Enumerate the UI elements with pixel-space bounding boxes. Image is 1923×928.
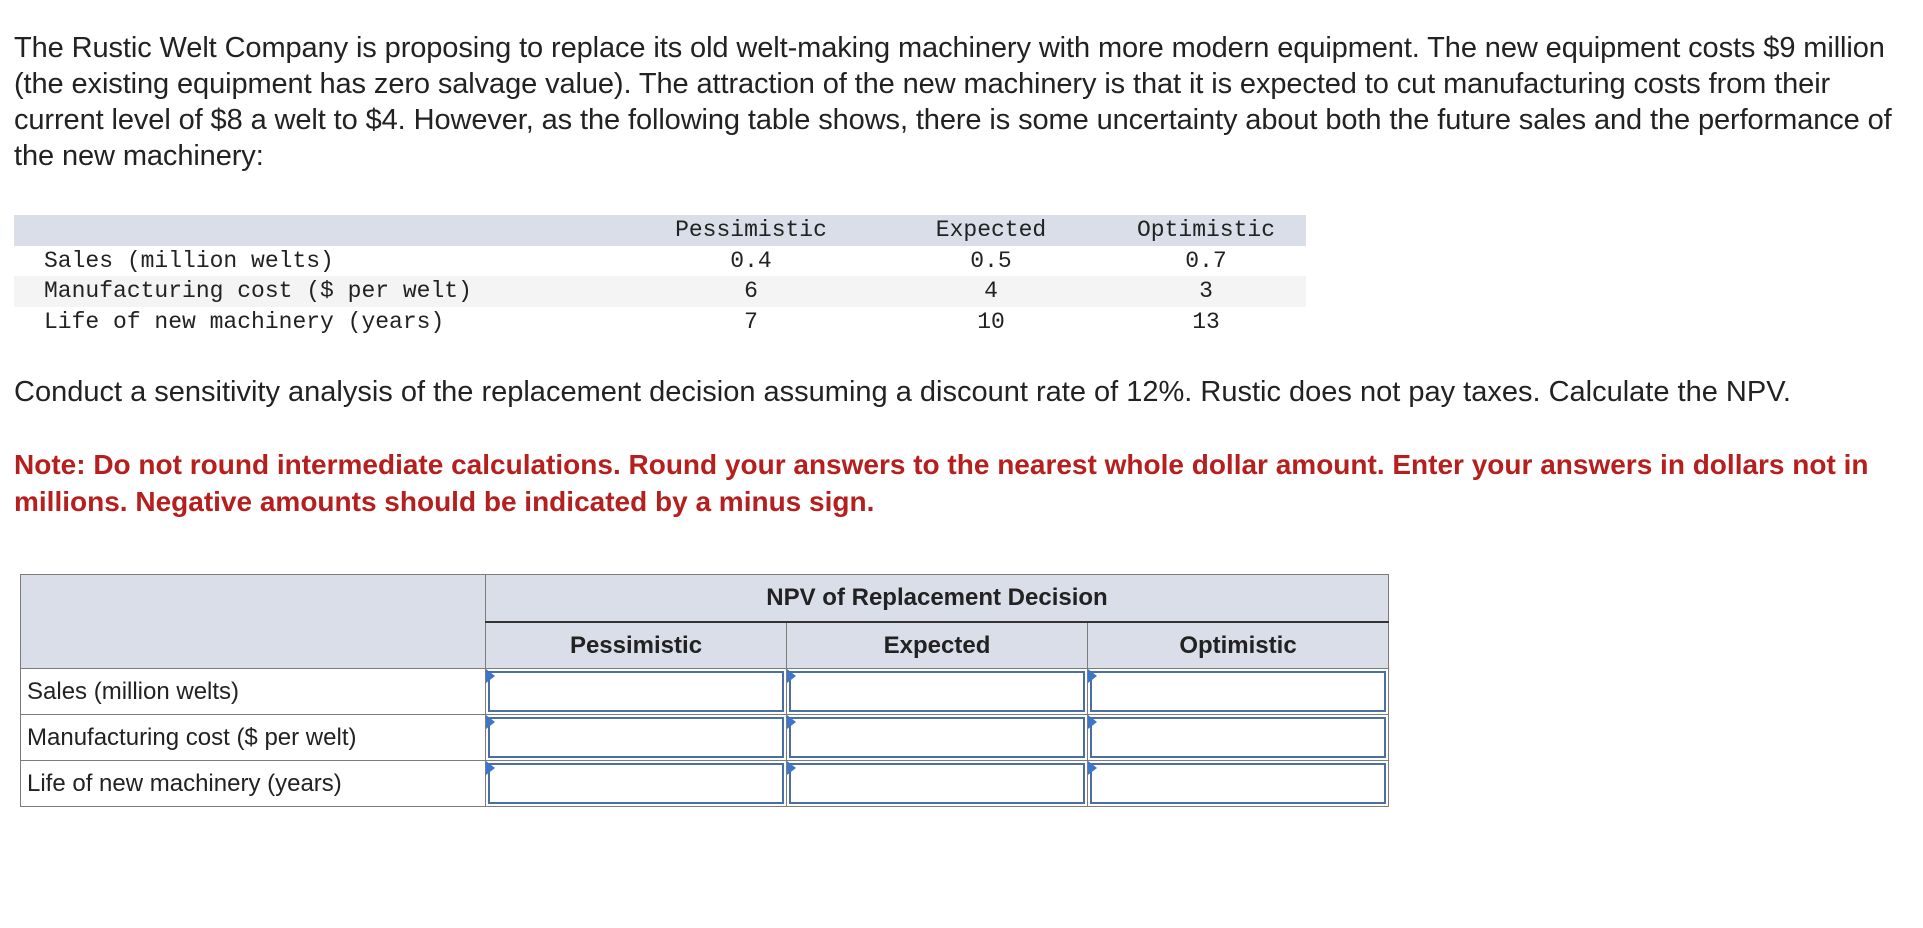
input-frame	[488, 717, 784, 758]
given-header-expected: Expected	[876, 215, 1106, 246]
given-header-optimistic: Optimistic	[1106, 215, 1306, 246]
given-row-manufacturing-cost	[14, 276, 1306, 307]
answer-cell	[787, 761, 1088, 807]
given-cell: 7	[744, 308, 758, 335]
npv-group-header: NPV of Replacement Decision	[486, 575, 1389, 623]
instruction-note: Note: Do not round intermediate calculations. Round your answers to the nearest whole dollar amount. Enter your answers in dollars not in millions. Negative amounts should be indicated by a minus sign.	[14, 449, 1869, 517]
answer-cell	[1088, 669, 1389, 715]
answer-header-optimistic: Optimistic	[1088, 622, 1389, 669]
input-frame	[789, 763, 1085, 804]
given-cell: 3	[1106, 276, 1306, 307]
npv-sales-pessimistic-input[interactable]	[490, 673, 782, 710]
answer-row-machinery-life	[21, 761, 1389, 807]
answer-row-label: Manufacturing cost ($ per welt)	[21, 715, 486, 761]
answer-cell	[1088, 761, 1389, 807]
input-flag-icon	[486, 715, 495, 729]
input-flag-icon	[787, 715, 796, 729]
answer-row-label: Life of new machinery (years)	[21, 761, 486, 807]
input-frame	[1090, 717, 1386, 758]
input-frame	[488, 763, 784, 804]
input-frame	[789, 717, 1085, 758]
answer-cell	[486, 669, 787, 715]
input-frame	[1090, 671, 1386, 712]
answer-cell	[1088, 715, 1389, 761]
npv-sales-optimistic-input[interactable]	[1092, 673, 1384, 710]
problem-intro: The Rustic Welt Company is proposing to replace its old welt-making machinery with more modern equipment. The new equipment costs $9 million (the existing equipment has zero salvage value). The attraction of the new machinery is that it is expected to cut manufacturing costs from their current level of $8 a welt to $4. However, as the following table shows, there is some uncertainty about both the future sales and the performance of the new machinery:	[14, 32, 1892, 172]
input-flag-icon	[486, 669, 495, 683]
given-cell: 0.4	[730, 247, 772, 274]
input-frame	[1090, 763, 1386, 804]
answer-row-sales	[21, 669, 1389, 715]
given-cell: 4	[876, 276, 1106, 307]
input-frame	[789, 671, 1085, 712]
given-row-machinery-life	[14, 307, 1306, 338]
answer-cell	[787, 669, 1088, 715]
answer-corner-blank	[21, 575, 486, 669]
input-flag-icon	[1088, 761, 1097, 775]
given-cell: 13	[1192, 308, 1220, 335]
input-flag-icon	[787, 669, 796, 683]
answer-header-pessimistic: Pessimistic	[486, 622, 787, 669]
given-header-pessimistic: Pessimistic	[626, 215, 876, 246]
npv-life-expected-input[interactable]	[791, 765, 1083, 802]
answer-header-expected: Expected	[787, 622, 1088, 669]
answer-cell	[486, 715, 787, 761]
given-data-table	[14, 215, 1306, 337]
answer-table	[20, 574, 1389, 807]
given-cell: 6	[626, 276, 876, 307]
given-cell: 0.7	[1185, 247, 1227, 274]
given-row-label: Sales (million welts)	[44, 247, 334, 274]
npv-cost-pessimistic-input[interactable]	[490, 719, 782, 756]
input-frame	[488, 671, 784, 712]
answer-row-manufacturing-cost	[21, 715, 1389, 761]
input-flag-icon	[1088, 669, 1097, 683]
input-flag-icon	[787, 761, 796, 775]
given-header-blank	[14, 215, 626, 246]
npv-sales-expected-input[interactable]	[791, 673, 1083, 710]
npv-life-pessimistic-input[interactable]	[490, 765, 782, 802]
npv-life-optimistic-input[interactable]	[1092, 765, 1384, 802]
answer-group-header-row	[21, 575, 1389, 623]
npv-cost-expected-input[interactable]	[791, 719, 1083, 756]
given-row-sales	[14, 246, 1306, 277]
answer-row-label: Sales (million welts)	[21, 669, 486, 715]
given-row-label: Manufacturing cost ($ per welt)	[14, 276, 626, 307]
input-flag-icon	[486, 761, 495, 775]
answer-cell	[787, 715, 1088, 761]
given-cell: 0.5	[970, 247, 1012, 274]
answer-cell	[486, 761, 787, 807]
given-cell: 10	[977, 308, 1005, 335]
given-header-row	[14, 215, 1306, 246]
npv-cost-optimistic-input[interactable]	[1092, 719, 1384, 756]
question-text: Conduct a sensitivity analysis of the replacement decision assuming a discount rate of 12%. Rustic does not pay taxes. Calculate the NPV.	[14, 376, 1791, 408]
given-row-label: Life of new machinery (years)	[44, 308, 445, 335]
input-flag-icon	[1088, 715, 1097, 729]
